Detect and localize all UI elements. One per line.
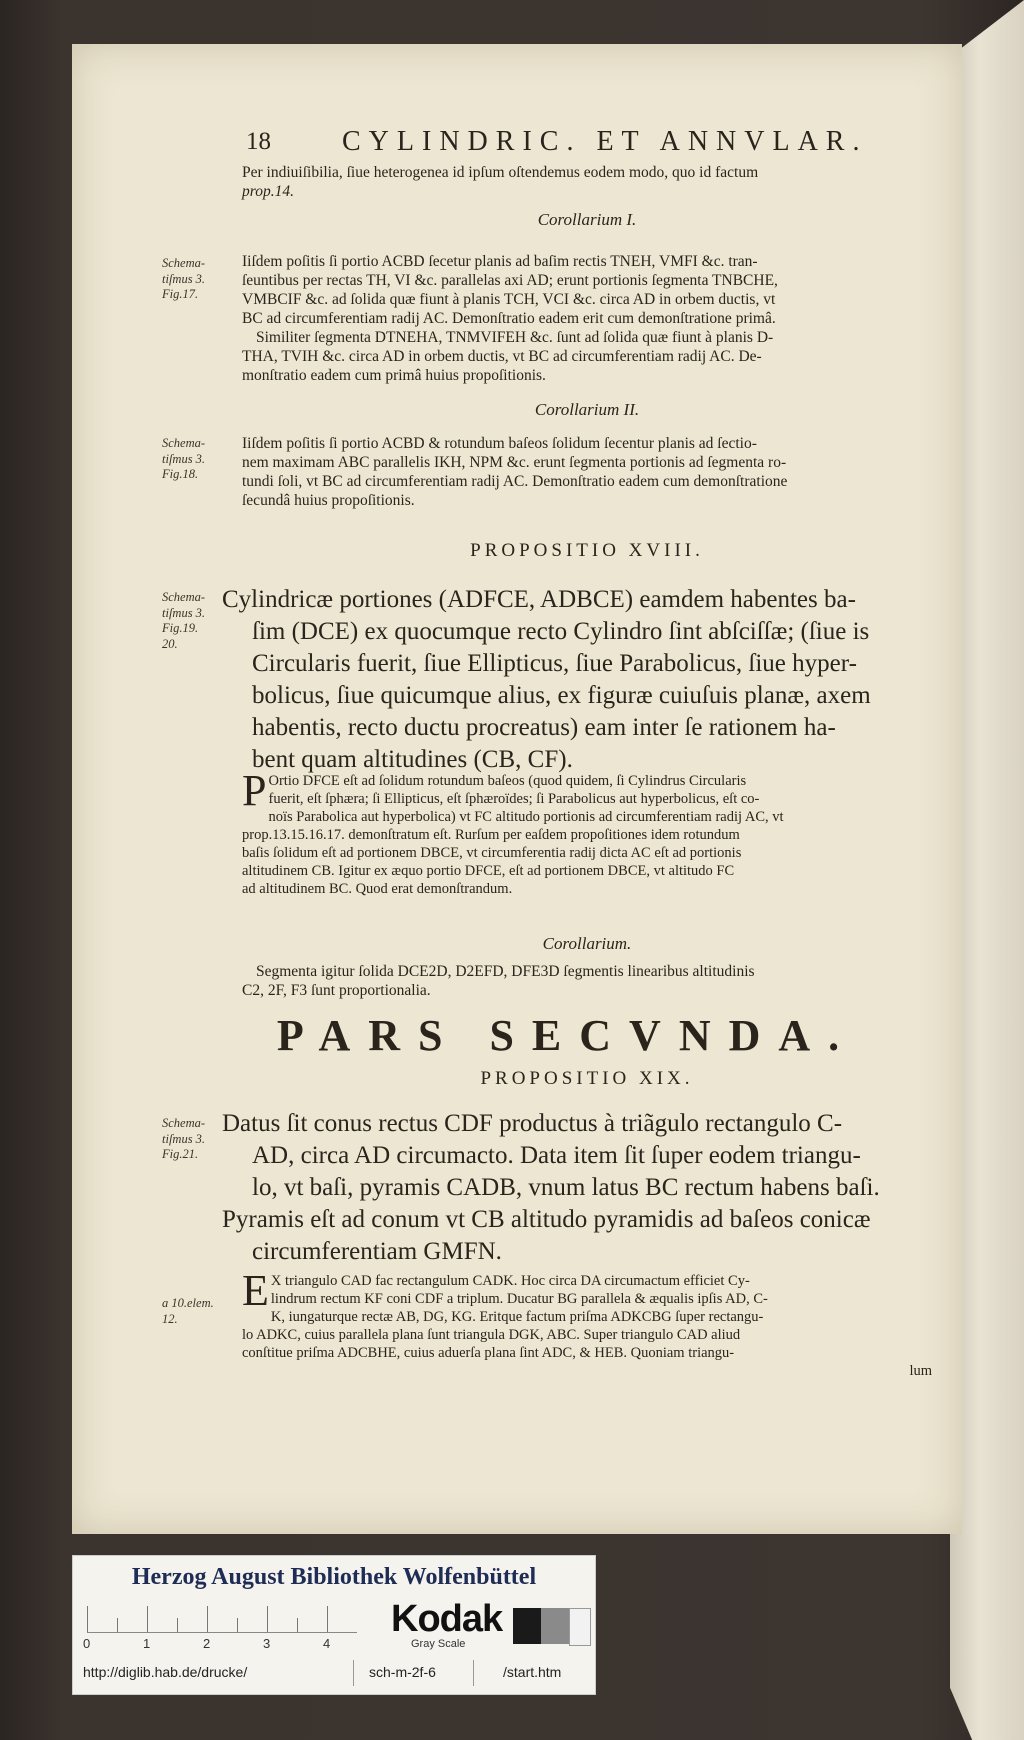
margin-note-euclid [162,1296,228,1327]
margin-note-line: Fig.17. [162,287,199,301]
card-divider [353,1660,354,1686]
text-line: habentis, recto ductu procreatus) eam inter ſe rationem ha- [252,714,836,741]
text-line: circumferentiam GMFN. [252,1238,502,1265]
margin-note-line: 20. [162,636,178,651]
ruler-label: 4 [323,1636,331,1651]
drop-cap: P [242,766,267,815]
text-line: Segmenta igitur ſolida DCE2D, D2EFD, DFE3D ſegmentis linearibus altitudinis [256,963,755,980]
text-line: THA, TVIH &c. circa AD in orbem ductis, vt BC ad circumferentiam radij AC. De- [242,348,762,365]
text-line: lo ADKC, cuius parallela plana ſunt triangula DGK, ABC. Super triangulo CAD aliud [242,1327,741,1343]
corollary-1-title: Corollarium I. [537,210,637,229]
proposition-19-proof [242,1266,932,1380]
gray-swatch-white [569,1608,591,1646]
margin-note-line: a 10.elem. [162,1296,214,1310]
ruler-tick [117,1618,118,1632]
corollary-2-body [242,434,932,510]
text-line: Per indiuiſibilia, ſiue heterogenea id ipſum oſtendemus eodem modo, quo id factum [242,164,759,181]
text-line: Cylindricæ portiones (ADFCE, ADBCE) eamdem habentes ba- [222,586,856,613]
corollary-1-body [242,252,932,385]
text-line: ſecundâ huius propoſitionis. [242,492,415,509]
text-line: baſis ſolidum eſt ad portionem DBCE, vt circumferentia radij dicta AC eſt ad portionis [242,845,742,861]
margin-note-line: tiſmus 3. [162,451,206,466]
kodak-logo: Kodak [391,1598,503,1640]
text-line: altitudinem CB. Igitur ex æquo portio DFCE, eſt ad portionem DBCE, vt altitudo FC [242,863,735,879]
text-line: prop.13.15.16.17. demonſtratum eſt. Rurſum per eaſdem propoſitiones idem rotundum [242,827,740,843]
text-line: bolicus, ſiue quicumque alius, ex figuræ cuiuſuis planæ, axem [252,682,871,709]
text-line: AD, circa AD circumacto. Data item ſit ſuper eodem triangu- [252,1142,861,1169]
text-line: BC ad circumferentiam radij AC. Demonſtratio eadem erit cum demonſtratione primâ. [242,310,776,327]
proposition-19-statement [222,1108,932,1268]
text-line: K, iungaturque rectæ AB, DG, KG. Eritque factum priſma ADKCBG ſuper rectangu- [270,1309,764,1325]
proposition-18-heading: PROPOSITIO XVIII. [470,540,704,561]
margin-note-line: Fig.19. [162,621,199,635]
text-line: lindrum rectum KF coni CDF a triplum. Ducatur BG parallela & æqualis ipſis AD, C- [270,1291,768,1307]
text-line: Datus ſit conus rectus CDF productus à triãgulo rectangulo C- [222,1110,843,1137]
margin-note-line: Schema- [162,436,206,450]
page-content [72,44,962,1534]
margin-note-fig17 [162,256,228,303]
proposition-18-statement [222,584,932,776]
drop-cap: E [242,1266,269,1315]
gray-swatch-black [513,1608,541,1644]
ruler-tick [147,1606,148,1632]
margin-note-line: tiſmus 3. [162,605,206,620]
margin-note-line: Fig.18. [162,467,199,481]
ruler-label: 0 [83,1636,91,1651]
margin-note-line: 12. [162,1311,178,1326]
grayscale-label: Gray Scale [411,1638,466,1650]
text-line: Pyramis eſt ad conum vt CB altitudo pyramidis ad baſeos conicæ [222,1206,871,1233]
text-line: noïs Parabolica aut hyperbolica) vt FC altitudo portionis ad circumferentiam radij AC, vt [268,809,784,825]
ruler-tick [237,1618,238,1632]
ruler-tick [297,1618,298,1632]
color-calibration-card [72,1555,596,1695]
text-line: VMBCIF &c. ad ſolida quæ fiunt à planis TCH, VCI &c. circa AD in orbem ductis, vt [242,291,776,308]
intro-paragraph [242,163,932,201]
margin-note-fig21 [162,1116,228,1163]
text-line: tundi ſoli, vt BC ad circumferentiam radij AC. Demonſtratio eadem cum demonſtratione [242,473,788,490]
ruler-tick [267,1606,268,1632]
margin-note-fig19 [162,590,228,652]
gray-swatch-mid [541,1608,569,1644]
text-line: C2, 2F, F3 ſunt proportionalia. [242,982,431,999]
text-line: lo, vt baſi, pyramis CADB, vnum latus BC rectum habens baſi. [252,1174,880,1201]
text-line: Iiſdem poſitis ſi portio ACBD ſecetur planis ad baſim rectis TNEH, VMFI &c. tran- [242,253,758,270]
card-url-start: /start.htm [503,1664,562,1680]
card-url-shelfmark: sch-m-2f-6 [369,1664,436,1680]
text-line: bent quam altitudines (CB, CF). [252,746,573,773]
card-url-base: http://diglib.hab.de/drucke/ [83,1664,248,1680]
text-line: ſim (DCE) ex quocumque recto Cylindro ſint abſciſſæ; (ſiue is [252,618,870,645]
margin-note-line: Schema- [162,256,206,270]
card-divider [473,1660,474,1686]
ruler-scale [87,1606,357,1633]
margin-note-line: tiſmus 3. [162,271,206,286]
text-line: conſtitue priſma ADCBHE, cuius aduerſa plana ſint ADC, & HEB. Quoniam triangu- [242,1345,735,1361]
part-2-heading: PARS SECVNDA. [276,1011,858,1060]
page-number: 18 [246,128,271,155]
text-line: prop.14. [242,183,294,200]
text-line: nem maximam ABC parallelis IKH, NPM &c. erunt ſegmenta portionis ad ſegmenta ro- [242,454,787,471]
ruler-tick [87,1606,88,1632]
ruler-label: 1 [143,1636,151,1651]
text-line: Circularis fuerit, ſiue Ellipticus, ſiue Parabolicus, ſiue hyper- [252,650,857,677]
margin-note-fig18 [162,436,228,483]
margin-note-line: Schema- [162,590,206,604]
ruler-label: 2 [203,1636,211,1651]
card-title: Herzog August Bibliothek Wolfenbüttel [131,1564,537,1590]
catchword: lum [909,1363,932,1379]
text-line: fuerit, eſt ſphæra; ſi Ellipticus, eſt ſphæroïdes; ſi Parabolicus aut hyperbolicus, eſt co- [268,791,760,807]
proposition-18-proof [242,766,932,898]
running-head: CYLINDRIC. ET ANNVLAR. [342,126,868,157]
margin-note-line: Fig.21. [162,1147,199,1161]
text-line: ad altitudinem BC. Quod erat demonſtrandum. [242,881,513,897]
ruler-label: 3 [263,1636,271,1651]
proposition-18-corollary-title: Corollarium. [542,934,632,953]
ruler-tick [177,1618,178,1632]
margin-note-line: Schema- [162,1116,206,1130]
text-line: X triangulo CAD fac rectangulum CADK. Hoc circa DA circumactum efficiet Cy- [270,1273,750,1289]
proposition-18-corollary [242,962,932,1000]
text-line: Iiſdem poſitis ſi portio ACBD & rotundum baſeos ſolidum ſecentur planis ad ſectio- [242,435,757,452]
text-line: monſtratio eadem cum primâ huius propoſitionis. [242,367,546,384]
margin-note-line: tiſmus 3. [162,1131,206,1146]
proposition-19-heading: PROPOSITIO XIX. [480,1068,694,1089]
text-line: ſeuntibus per rectas TH, VI &c. parallelas axi AD; erunt portionis ſegmenta TNBCHE, [242,272,778,289]
ruler-tick [207,1606,208,1632]
book-page [72,44,962,1534]
text-line: Similiter ſegmenta DTNEHA, TNMVIFEH &c. ſunt ad ſolida quæ fiunt à planis D- [256,329,774,346]
text-line: Ortio DFCE eſt ad ſolidum rotundum baſeos (quod quidem, ſi Cylindrus Circularis [268,773,747,789]
ruler-tick [327,1606,328,1632]
corollary-2-title: Corollarium II. [534,400,640,419]
